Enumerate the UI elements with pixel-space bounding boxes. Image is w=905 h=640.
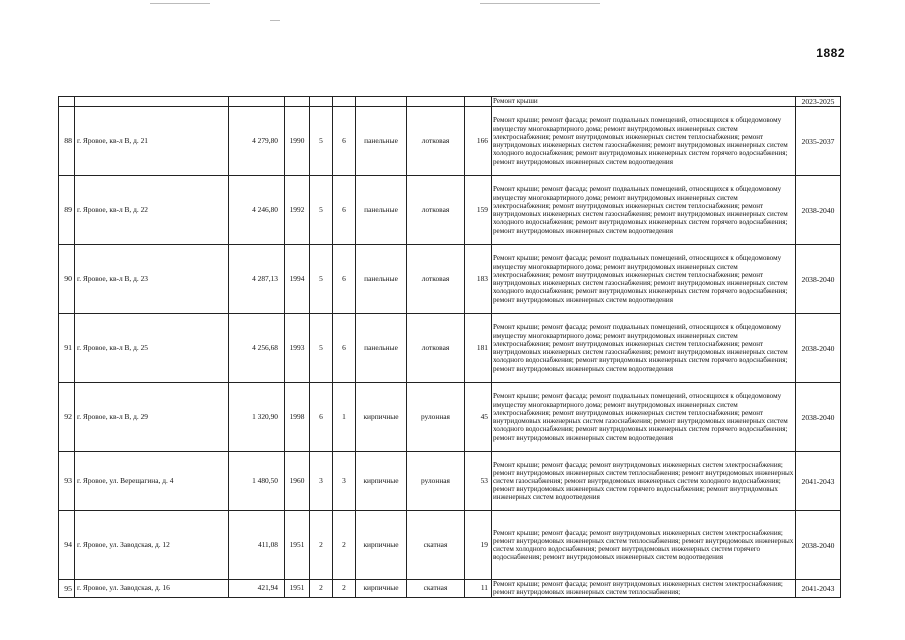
cell-num: 90	[59, 245, 75, 314]
cell-area: 4 246,80	[229, 176, 285, 245]
cell-area: 4 256,68	[229, 314, 285, 383]
cell-works: Ремонт крыши; ремонт фасада; ремонт подвальных помещений, относящихся к общедомовому имуществу многоквартирного дома; ремонт внутридомовых инженерных систем электроснабжения; ремонт внутридомовых инженерных систем теплоснабжения; ремонт внутридомовых инженерных систем газоснабжения; ремонт внутридомовых инженерных систем холодного водоснабжения; ремонт внутридомовых инженерных систем горячего водоснабжения; ремонт внутридомовых инженерных систем водоотведения	[492, 383, 796, 452]
cell-apartments: 11	[465, 580, 492, 597]
cell-num: 93	[59, 452, 75, 511]
cell-floors: 3	[310, 452, 333, 511]
cell-wall-material: панельные	[356, 107, 407, 176]
table-body	[59, 97, 841, 598]
cell-num	[59, 97, 75, 107]
cell-period: 2023-2025	[796, 97, 841, 107]
cell-entrances: 3	[333, 452, 356, 511]
cell-area: 1 320,90	[229, 383, 285, 452]
page-number: 1882	[816, 46, 845, 60]
cell-address: г. Яровое, кв-л В, д. 22	[75, 176, 229, 245]
cell-apartments: 53	[465, 452, 492, 511]
cell-address: г. Яровое, кв-л В, д. 23	[75, 245, 229, 314]
cell-year: 1992	[285, 176, 310, 245]
cell-roof-type: лотковая	[407, 245, 465, 314]
cell-apartments: 159	[465, 176, 492, 245]
cell-roof-type: лотковая	[407, 107, 465, 176]
cell-period: 2038-2040	[796, 314, 841, 383]
cell-address: г. Яровое, кв-л В, д. 25	[75, 314, 229, 383]
cell-entrances: 1	[333, 383, 356, 452]
cell-entrances: 6	[333, 176, 356, 245]
cell-works: Ремонт крыши; ремонт фасада; ремонт подвальных помещений, относящихся к общедомовому имуществу многоквартирного дома; ремонт внутридомовых инженерных систем электроснабжения; ремонт внутридомовых инженерных систем теплоснабжения; ремонт внутридомовых инженерных систем газоснабжения; ремонт внутридомовых инженерных систем холодного водоснабжения; ремонт внутридомовых инженерных систем горячего водоснабжения; ремонт внутридомовых инженерных систем водоотведения	[492, 176, 796, 245]
cell-works: Ремонт крыши; ремонт фасада; ремонт внутридомовых инженерных систем электроснабжения; ремонт внутридомовых инженерных систем теплоснабжения; ремонт внутридомовых инженерных систем газоснабжения; ремонт внутридомовых инженерных систем холодного водоснабжения; ремонт внутридомовых инженерных систем горячего водоснабжения; ремонт внутридомовых инженерных систем водоотведения	[492, 452, 796, 511]
table-row-continuation	[59, 97, 841, 107]
scan-artifact	[150, 3, 210, 4]
table-row	[59, 107, 841, 176]
cell-floors: 2	[310, 511, 333, 580]
table-row	[59, 176, 841, 245]
cell-apartments: 45	[465, 383, 492, 452]
cell-period: 2038-2040	[796, 383, 841, 452]
cell-works: Ремонт крыши; ремонт фасада; ремонт подвальных помещений, относящихся к общедомовому имуществу многоквартирного дома; ремонт внутридомовых инженерных систем электроснабжения; ремонт внутридомовых инженерных систем теплоснабжения; ремонт внутридомовых инженерных систем газоснабжения; ремонт внутридомовых инженерных систем холодного водоснабжения; ремонт внутридомовых инженерных систем горячего водоснабжения; ремонт внутридомовых инженерных систем водоотведения	[492, 107, 796, 176]
scan-artifact	[480, 3, 600, 4]
cell-entrances	[333, 97, 356, 107]
cell-address: г. Яровое, ул. Заводская, д. 12	[75, 511, 229, 580]
cell-area: 4 279,80	[229, 107, 285, 176]
cell-entrances: 2	[333, 511, 356, 580]
cell-roof	[407, 97, 465, 107]
cell-apartments: 19	[465, 511, 492, 580]
cell-address: г. Яровое, кв-л В, д. 21	[75, 107, 229, 176]
cell-year: 1990	[285, 107, 310, 176]
cell-year: 1994	[285, 245, 310, 314]
cell-wall-material: панельные	[356, 314, 407, 383]
cell-wall-material: панельные	[356, 245, 407, 314]
cell-apartments: 181	[465, 314, 492, 383]
table-row	[59, 580, 841, 597]
cell-apartments	[465, 97, 492, 107]
cell-num: 95	[59, 580, 75, 597]
table-row	[59, 511, 841, 580]
cell-num: 89	[59, 176, 75, 245]
cell-roof-type: скатная	[407, 580, 465, 597]
cell-entrances: 6	[333, 314, 356, 383]
cell-works: Ремонт крыши; ремонт фасада; ремонт подвальных помещений, относящихся к общедомовому имуществу многоквартирного дома; ремонт внутридомовых инженерных систем электроснабжения; ремонт внутридомовых инженерных систем теплоснабжения; ремонт внутридомовых инженерных систем газоснабжения; ремонт внутридомовых инженерных систем холодного водоснабжения; ремонт внутридомовых инженерных систем горячего водоснабжения; ремонт внутридомовых инженерных систем водоотведения	[492, 314, 796, 383]
cell-works: Ремонт крыши; ремонт фасада; ремонт подвальных помещений, относящихся к общедомовому имуществу многоквартирного дома; ремонт внутридомовых инженерных систем электроснабжения; ремонт внутридомовых инженерных систем теплоснабжения; ремонт внутридомовых инженерных систем газоснабжения; ремонт внутридомовых инженерных систем холодного водоснабжения; ремонт внутридомовых инженерных систем горячего водоснабжения; ремонт внутридомовых инженерных систем водоотведения	[492, 245, 796, 314]
cell-area: 4 287,13	[229, 245, 285, 314]
scan-artifact	[270, 20, 280, 21]
cell-wall-material: панельные	[356, 176, 407, 245]
cell-roof-type: лотковая	[407, 176, 465, 245]
cell-period: 2038-2040	[796, 511, 841, 580]
cell-area: 411,08	[229, 511, 285, 580]
cell-year	[285, 97, 310, 107]
cell-year: 1951	[285, 511, 310, 580]
cell-floors: 6	[310, 383, 333, 452]
cell-roof-type: рулонная	[407, 383, 465, 452]
cell-period: 2041-2043	[796, 580, 841, 597]
housing-repair-table	[58, 96, 841, 598]
cell-period: 2041-2043	[796, 452, 841, 511]
cell-entrances: 6	[333, 107, 356, 176]
cell-roof-type: рулонная	[407, 452, 465, 511]
cell-period: 2038-2040	[796, 176, 841, 245]
cell-floors	[310, 97, 333, 107]
cell-entrances: 6	[333, 245, 356, 314]
cell-wall	[356, 97, 407, 107]
cell-works: Ремонт крыши; ремонт фасада; ремонт внутридомовых инженерных систем электроснабжения; ремонт внутридомовых инженерных систем теплоснабжения; ремонт внутридомовых инженерных систем холодного водоснабжения; ремонт внутридомовых инженерных систем горячего водоснабжения; ремонт внутридомовых инженерных систем водоотведения	[492, 511, 796, 580]
cell-area	[229, 97, 285, 107]
cell-address: г. Яровое, кв-л В, д. 29	[75, 383, 229, 452]
cell-floors: 5	[310, 245, 333, 314]
cell-apartments: 183	[465, 245, 492, 314]
cell-apartments: 166	[465, 107, 492, 176]
cell-floors: 5	[310, 314, 333, 383]
cell-floors: 5	[310, 107, 333, 176]
cell-roof-type: лотковая	[407, 314, 465, 383]
cell-year: 1993	[285, 314, 310, 383]
cell-address: г. Яровое, ул. Заводская, д. 16	[75, 580, 229, 597]
table-row	[59, 383, 841, 452]
cell-floors: 5	[310, 176, 333, 245]
cell-area: 421,94	[229, 580, 285, 597]
cell-wall-material: кирпичные	[356, 580, 407, 597]
cell-period: 2038-2040	[796, 245, 841, 314]
cell-address: г. Яровое, ул. Верещагина, д. 4	[75, 452, 229, 511]
cell-year: 1998	[285, 383, 310, 452]
table-row	[59, 245, 841, 314]
cell-year: 1960	[285, 452, 310, 511]
cell-works: Ремонт крыши; ремонт фасада; ремонт внутридомовых инженерных систем электроснабжения; ремонт внутридомовых инженерных систем теплоснабжения;	[492, 580, 796, 597]
cell-num: 91	[59, 314, 75, 383]
cell-num: 88	[59, 107, 75, 176]
cell-wall-material: кирпичные	[356, 383, 407, 452]
cell-address	[75, 97, 229, 107]
cell-roof-type: скатная	[407, 511, 465, 580]
cell-area: 1 480,50	[229, 452, 285, 511]
cell-num: 92	[59, 383, 75, 452]
cell-works: Ремонт крыши	[492, 97, 796, 107]
cell-entrances: 2	[333, 580, 356, 597]
table-row	[59, 452, 841, 511]
table-row	[59, 314, 841, 383]
cell-num: 94	[59, 511, 75, 580]
cell-year: 1951	[285, 580, 310, 597]
cell-wall-material: кирпичные	[356, 452, 407, 511]
cell-wall-material: кирпичные	[356, 511, 407, 580]
cell-period: 2035-2037	[796, 107, 841, 176]
cell-floors: 2	[310, 580, 333, 597]
